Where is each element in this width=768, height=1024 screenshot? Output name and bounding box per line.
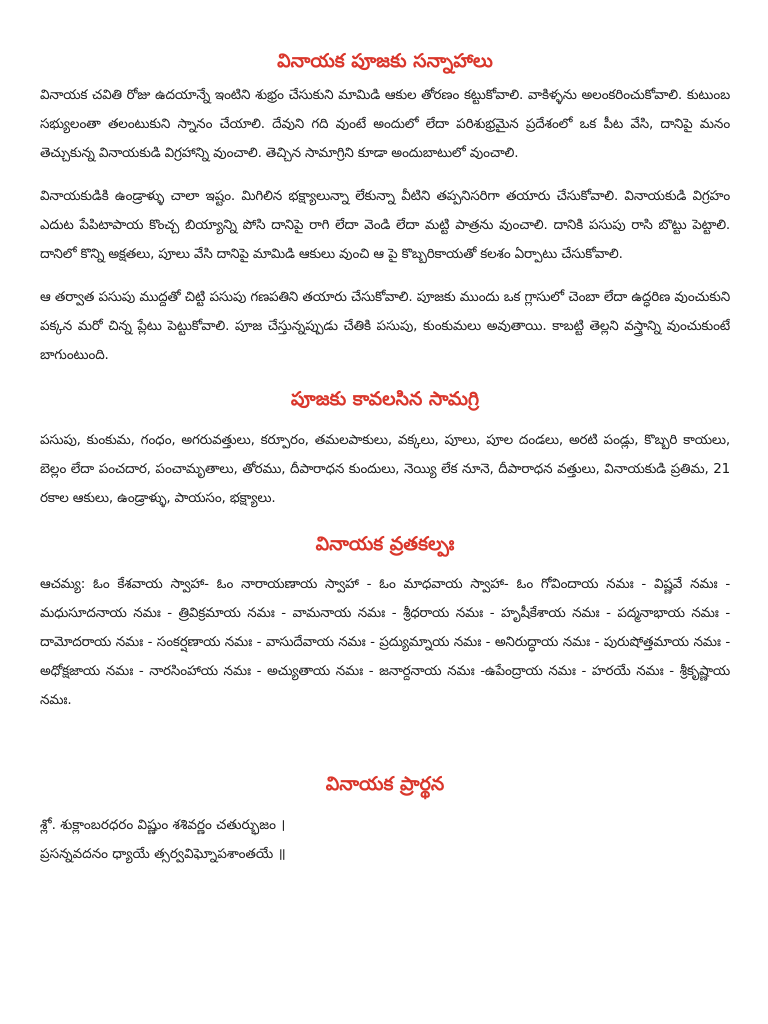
paragraph: పసుపు, కుంకుమ, గంధం, అగరువత్తులు, కర్పూరం, తమలపాకులు, వక్కలు, పూలు, పూల దండలు, అరటి పండ్లు, కొబ్బరి కాయలు, బెల్లం లేదా పంచదార, పంచామృతాలు, తోరము, దీపారాధన కుందులు, నెయ్యి లేక నూనె, దీపారాధన వత్తులు, వినాయకుడి ప్రతిమ, 21 రకాల ఆకులు, ఉండ్రాళ్ళు, పాయసం, భక్ష్యాలు.: [40, 432, 730, 507]
paragraph: ఆచమ్య: ఓం కేశవాయ స్వాహా- ఓం నారాయణాయ స్వాహా - ఓం మాధవాయ స్వాహా- ఓం గోవిందాయ నమః - విష్ణవే నమః - మధుసూదనాయ నమః - త్రివిక్రమాయ నమః - వామనాయ నమః - శ్రీధరాయ నమః - హృషీకేశాయ నమః - పద్మనాభాయ నమః - దామోదరాయ నమః - సంకర్షణాయ నమః - వాసుదేవాయ నమః - ప్రద్యుమ్నాయ నమః - అనిరుద్ధాయ నమః - పురుషోత్తమాయ నమః - అధోక్షజాయ నమః - నారసింహాయ నమః - అచ్యుతాయ నమః - జనార్దనాయ నమః -ఉపేంద్రాయ నమః - హరయే నమః - శ్రీకృష్ణాయ నమః.: [40, 575, 730, 708]
verse-line: శ్లో. శుక్లాంబరధరం విష్ణుం శశివర్ణం చతుర్భుజం ।: [40, 817, 286, 834]
paragraph: వినాయక చవితి రోజు ఉదయాన్నే ఇంటిని శుభ్రం చేసుకుని మామిడి ఆకుల తోరణం కట్టుకోవాలి. వాకిళ్ళను అలంకరించుకోవాలి. కుటుంబ సభ్యులంతా తలంటుకుని స్నానం చేయాలి. దేవుని గది వుంటే అందులో లేదా పరిశుభ్రమైన ప్రదేశంలో ఒక పీట వేసి, దానిపై మనం తెచ్చుకున్న వినాయకుడి విగ్రహాన్ని వుంచాలి. తెచ్చిన సామాగ్రిని కూడా అందుబాటులో వుంచాలి.: [40, 86, 730, 161]
section-puja-materials: [40, 386, 730, 514]
section-preparations: [40, 48, 730, 370]
section-prayer: [40, 771, 730, 870]
verse-line: ప్రసన్నవదనం ధ్యాయే త్సర్వవిఘ్నోపశాంతయే ॥: [40, 846, 286, 863]
section-vrata-kalpa: [40, 531, 730, 715]
section-heading: వినాయక వ్రతకల్పః: [315, 533, 455, 556]
document-page: [40, 48, 730, 869]
paragraph: ఆ తర్వాత పసుపు ముద్దతో చిట్టి పసుపు గణపతిని తయారు చేసుకోవాలి. పూజకు ముందు ఒక గ్లాసులో చెంబా లేదా ఉద్ధరిణ వుంచుకుని పక్కన మరో చిన్న ప్లేటు పెట్టుకోవాలి. పూజ చేస్తున్నప్పుడు చేతికి పసుపు, కుంకుమలు అవుతాయి. కాబట్టి తెల్లని వస్త్రాన్ని వుంచుకుంటే బాగుంటుంది.: [40, 288, 730, 363]
section-heading: వినాయక ప్రార్థన: [325, 772, 445, 795]
paragraph: వినాయకుడికి ఉండ్రాళ్ళు చాలా ఇష్టం. మిగిలిన భక్ష్యాలున్నా లేకున్నా వీటిని తప్పనిసరిగా తయారు చేసుకోవాలి. వినాయకుడి విగ్రహం ఎదుట పేపిటాపాయ కొంచ్చ బియ్యాన్ని పోసి దానిపై రాగి లేదా వెండి లేదా మట్టి పాత్రను వుంచాలి. దానికి పసుపు రాసి బొట్టు పెట్టాలి. దానిలో కొన్ని అక్షతలు, పూలు వేసి దానిపై మామిడి ఆకులు వుంచి ఆ పై కొబ్బరికాయతో కలశం ఏర్పాటు చేసుకోవాలి.: [40, 187, 730, 262]
section-heading: పూజకు కావలసిన సామగ్రి: [290, 387, 480, 410]
section-heading: వినాయక పూజకు సన్నాహాలు: [277, 50, 493, 72]
